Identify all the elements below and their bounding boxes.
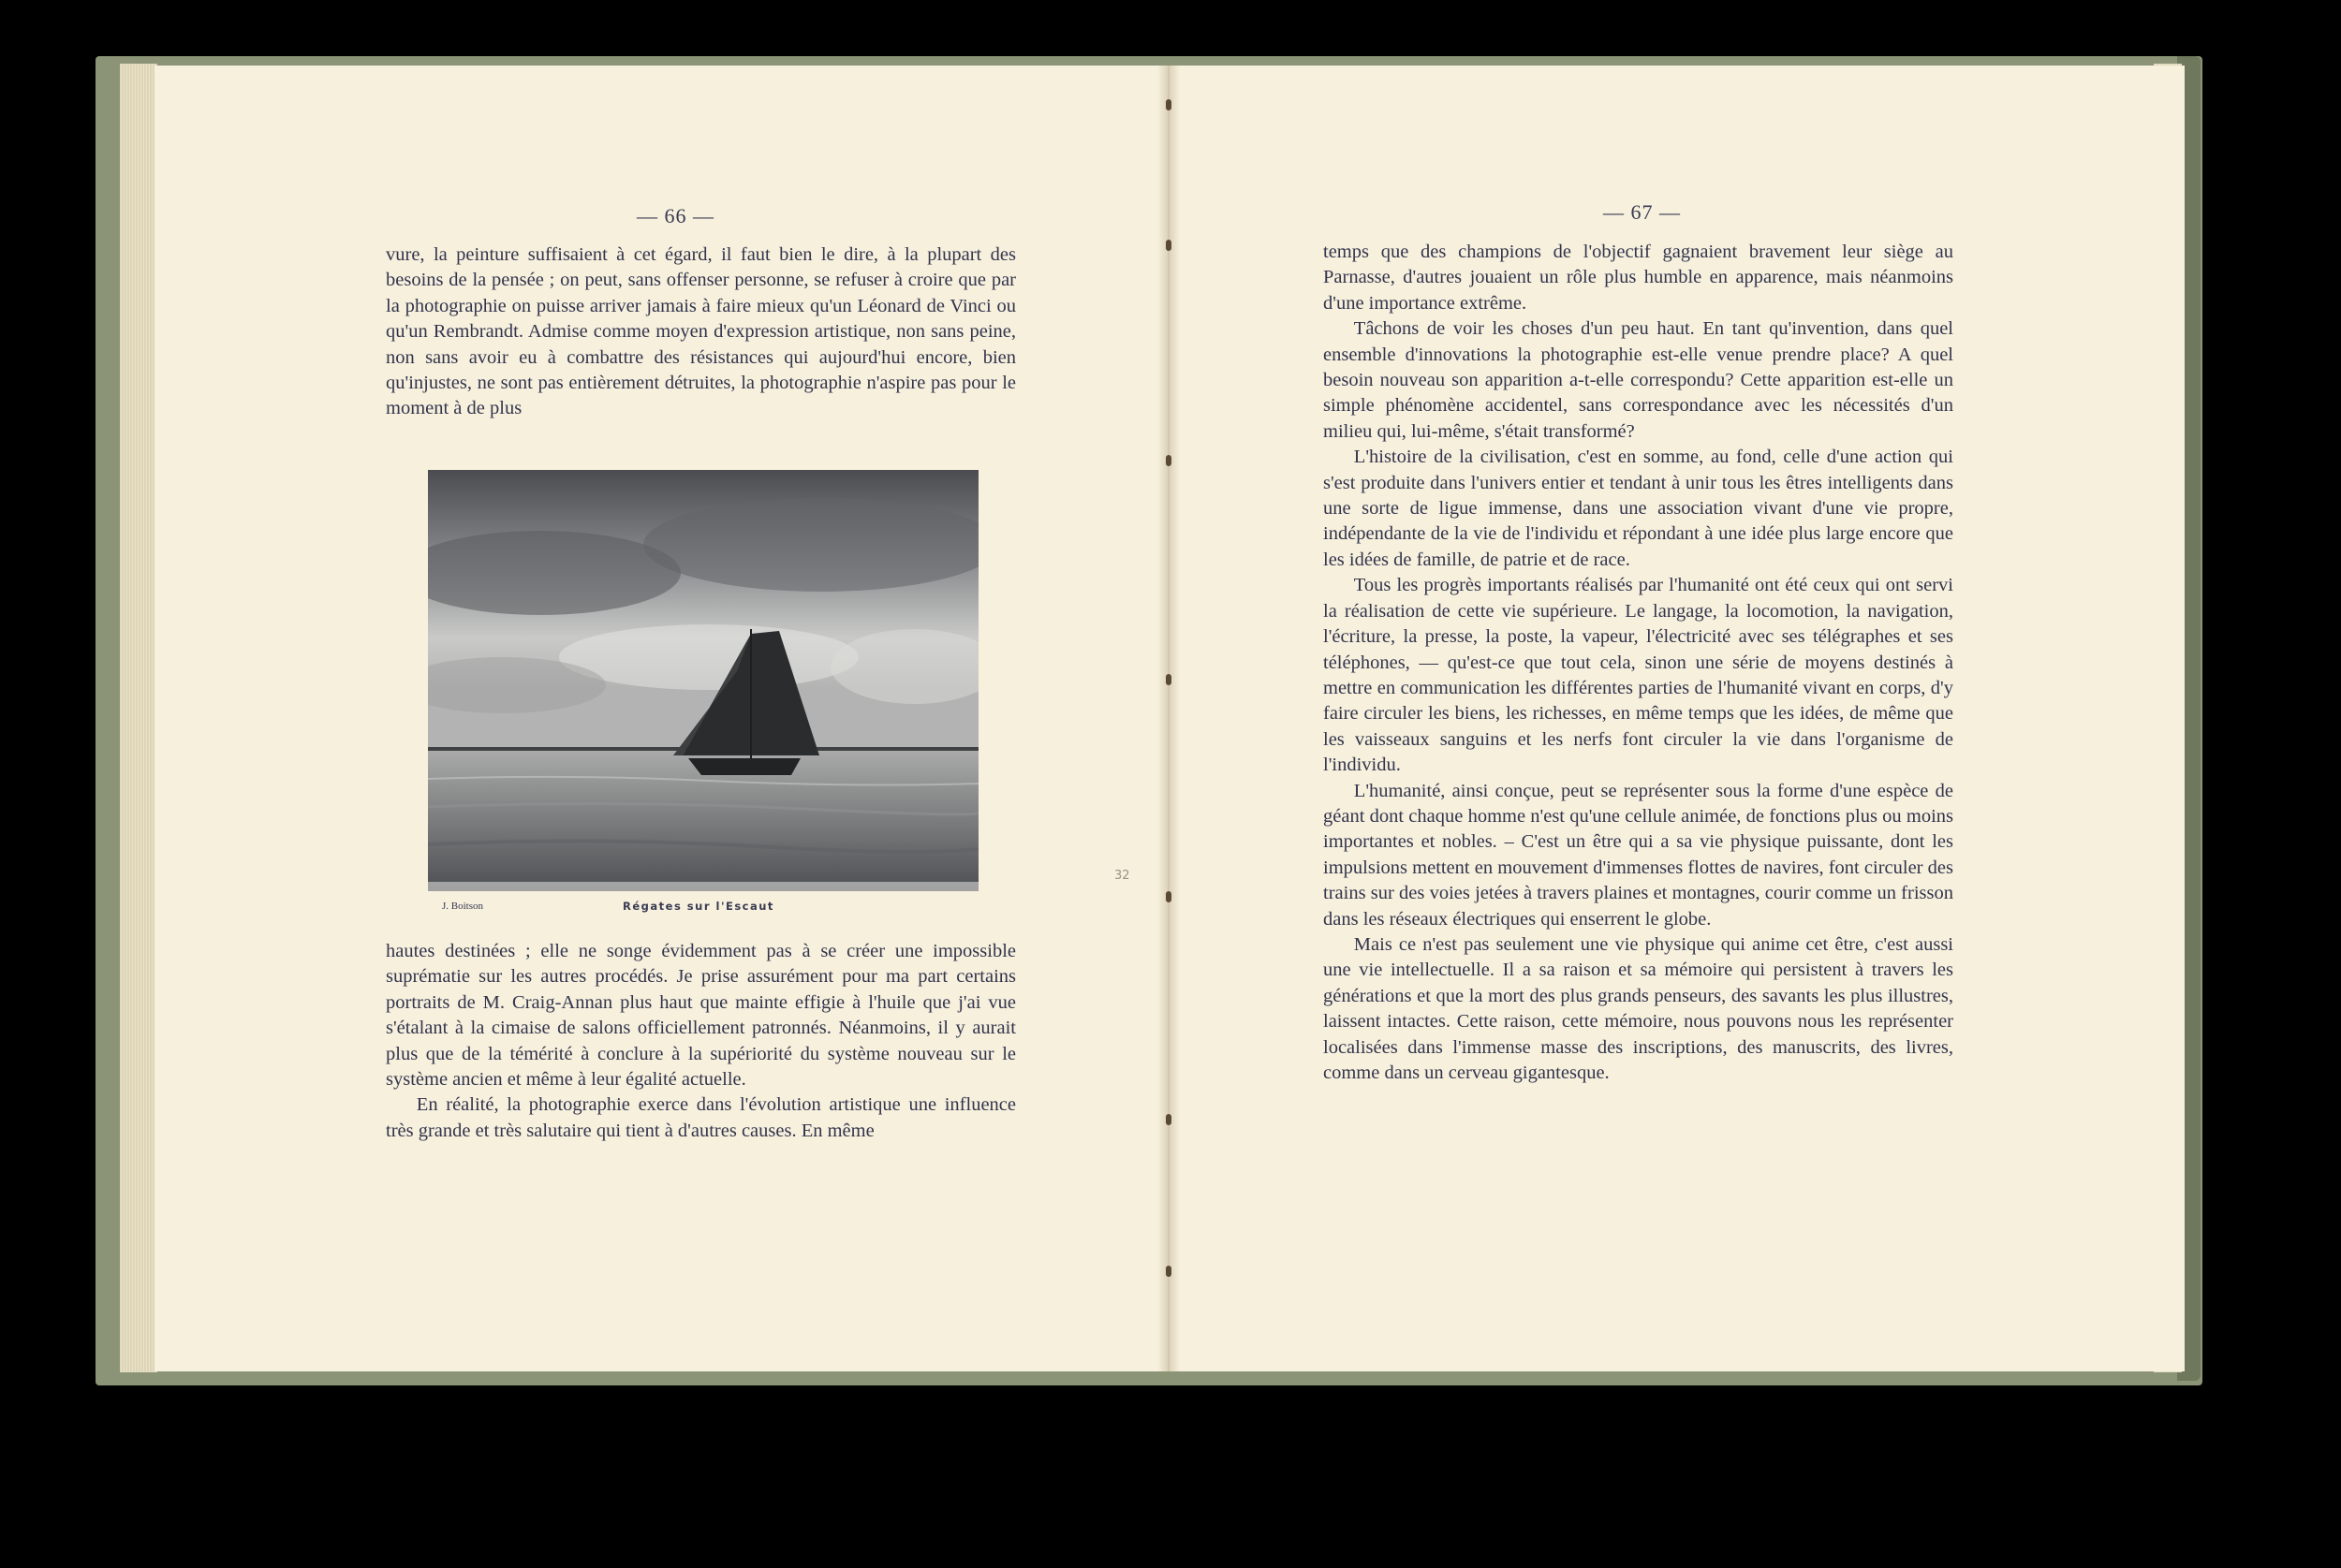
paragraph: vure, la peinture suffisaient à cet égard, il faut bien le dire, à la plupart des besoins de la pensée ; on peut, sans offenser personne, se refuser à croire que par la photographie on puisse arriver jamais à faire mieux qu'un Léonard de Vinci ou qu'un Rembrandt. Admise comme moyen d'expression artistique, non sans peine, non sans avoir eu à combattre des résistances qui aujourd'hui encore, bien qu'injustes, ne sont pas entièrement détruites, la photographie n'aspire pas pour le moment à de plus <box>386 244 1016 419</box>
page-number-right: — 67 — <box>1603 200 1681 224</box>
page-number-left: — 66 — <box>637 204 714 227</box>
paragraph: Tous les progrès importants réalisés par l'humanité ont été ceux qui ont servi la réalisation de cette vie supérieure. Le langage, la locomotion, la navigation, l'écriture, la presse, la poste, la vapeur, l'électricité avec ses télégraphes et ses téléphones, — qu'est-ce que tout cela, sinon une série de moyens destinés à mettre en communication les différentes parties de l'humanité vivant en corps, d'y faire circuler les biens, les richesses, en même temps que les idées, de même que les vaisseaux sanguins et les nerfs font circuler la vie dans l'organisme de l'individu. <box>1323 575 1953 776</box>
binding-stitch <box>1166 891 1171 902</box>
photo-plate <box>428 470 979 891</box>
left-text-bottom <box>386 939 1016 1144</box>
binding-stitch <box>1166 99 1171 110</box>
binding-stitch <box>1166 674 1171 685</box>
binding-stitch <box>1166 1114 1171 1125</box>
paragraph: L'histoire de la civilisation, c'est en somme, au fond, celle d'une action qui s'est produite dans l'univers entier et tendant à unir tous les êtres intelligents dans une sorte de ligue immense, dans une association vivant d'une vie propre, indépendante de la vie de l'individu et répondant à une idée plus large encore que les idées de famille, de patrie et de race. <box>1323 447 1953 570</box>
paragraph: hautes destinées ; elle ne songe évidemment pas à se créer une impossible suprématie sur les autres procédés. Je prise assurément pour ma part certains portraits de M. Craig-Annan plus haut que mainte effigie à l'huile que j'ai vue s'étalant à la cimaise de salons officiellement patronnés. Néanmoins, il y aurait plus que de la témérité à conclure à la supériorité du système nouveau sur le système ancien et même à leur égalité actuelle. <box>386 941 1016 1091</box>
paragraph: Tâchons de voir les choses d'un peu haut. En tant qu'invention, dans quel ensemble d'innovations la photographie est-elle venue prendre place? A quel besoin nouveau son apparition a-t-elle correspondu? Cette apparition est-elle un simple phénomène accidentel, sans correspondance avec les nécessités d'un milieu qui, lui-même, s'était transformé? <box>1323 318 1953 442</box>
binding-stitch <box>1166 240 1171 251</box>
paragraph: L'humanité, ainsi conçue, peut se représenter sous la forme d'une espèce de géant dont chaque homme n'est qu'une cellule animée, de fonctions plus ou moins importantes et nobles. – C'est un être qui a sa vie physique puissante, dont les impulsions mettent en mouvement d'immenses flottes de navires, font circuler des trains sur des voies jetées à travers plaines et montagnes, courir comme un frisson dans les réseaux électriques qui enserrent le globe. <box>1323 780 1953 930</box>
left-text-top <box>386 242 1016 422</box>
photo-credit: J. Boitson <box>442 901 484 912</box>
book-gutter <box>1157 66 1180 1371</box>
binding-stitch <box>1166 455 1171 466</box>
page-stack-left <box>120 64 157 1372</box>
sailboat-photo <box>428 470 979 891</box>
paragraph: Mais ce n'est pas seulement une vie physique qui anime cet être, c'est aussi une vie intellectuelle. Il a sa raison et sa mémoire qui persistent à travers les générations et que la mort des plus grands penseurs, des savants les plus illustres, laissent intactes. Cette raison, cette mémoire, nous pouvons nous les représenter localisées dans l'immense masse des inscriptions, des manuscrits, des livres, comme dans un cerveau gigantesque. <box>1323 933 1953 1083</box>
paragraph: temps que des champions de l'objectif gagnaient bravement leur siège au Parnasse, d'autres jouaient un rôle plus humble en apparence, mais néanmoins d'une importance extrême. <box>1323 242 1953 314</box>
paragraph: En réalité, la photographie exerce dans l'évolution artistique une influence très grande et très salutaire qui tient à d'autres causes. En même <box>386 1094 1016 1141</box>
binding-stitch <box>1166 1266 1171 1277</box>
pencil-annotation: 32 <box>1114 869 1130 883</box>
right-text <box>1323 240 1953 1086</box>
photo-caption: Régates sur l'Escaut <box>623 900 774 913</box>
